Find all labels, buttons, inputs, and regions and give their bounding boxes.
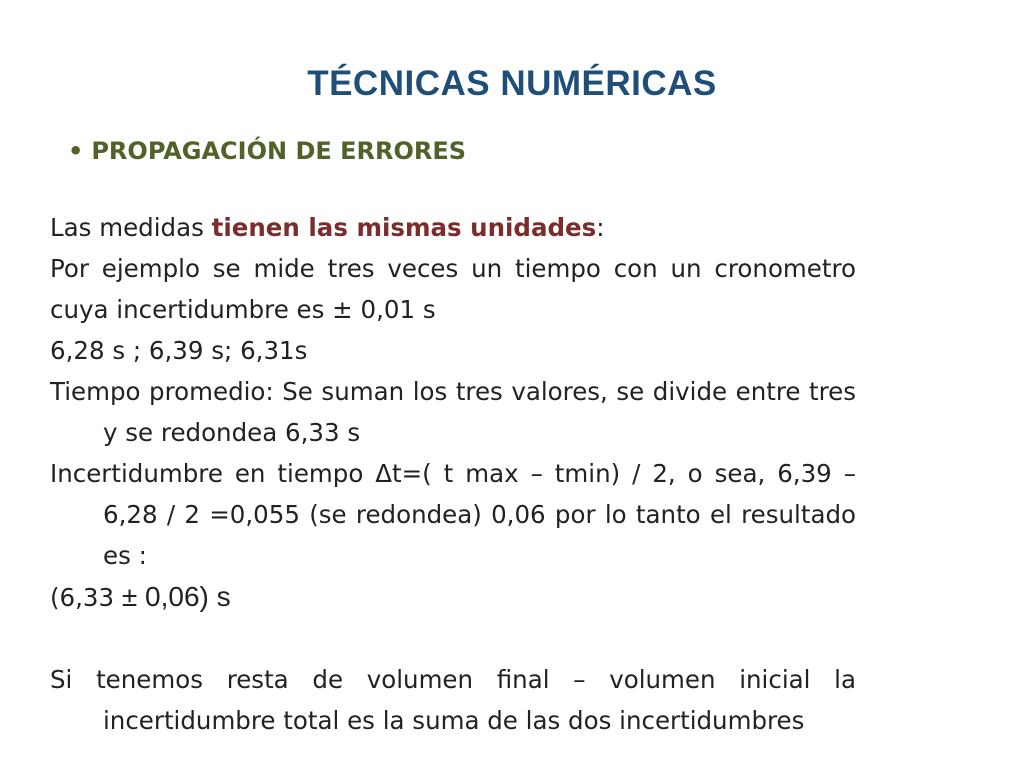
intro-text: Las medidas xyxy=(50,213,212,242)
example-paragraph: Por ejemplo se mide tres veces un tiempo con un cronometro cuya incertidumbre es ± 0,01 s xyxy=(50,254,856,324)
bullet-icon: • xyxy=(68,137,84,165)
average-paragraph: Tiempo promedio: Se suman los tres valores, se divide entre tres y se redondea 6,33 s xyxy=(50,377,856,447)
result-value: ± 0,06) s xyxy=(121,581,231,612)
slide-subtitle xyxy=(68,137,466,165)
intro-colon: : xyxy=(596,213,605,242)
spacer xyxy=(50,618,856,659)
subtitle-text: PROPAGACIÓN DE ERRORES xyxy=(91,137,467,165)
slide-title: TÉCNICAS NUMÉRICAS xyxy=(307,64,717,103)
subtraction-paragraph: Si tenemos resta de volumen final – volumen inicial la incertidumbre total es la suma de las dos incertidumbres xyxy=(50,665,856,735)
uncertainty-paragraph: Incertidumbre en tiempo Δt=( t max – tmin) / 2, o sea, 6,39 – 6,28 / 2 =0,055 (se redondea) 0,06 por lo tanto el resultado es : xyxy=(50,459,856,570)
intro-emphasis: tienen las mismas unidades xyxy=(211,213,597,242)
values-paragraph: 6,28 s ; 6,39 s; 6,31s xyxy=(50,336,308,365)
result-open: (6,33 xyxy=(50,583,122,612)
slide-body xyxy=(50,207,856,741)
intro-paragraph xyxy=(50,207,856,248)
result-paragraph xyxy=(50,576,856,618)
